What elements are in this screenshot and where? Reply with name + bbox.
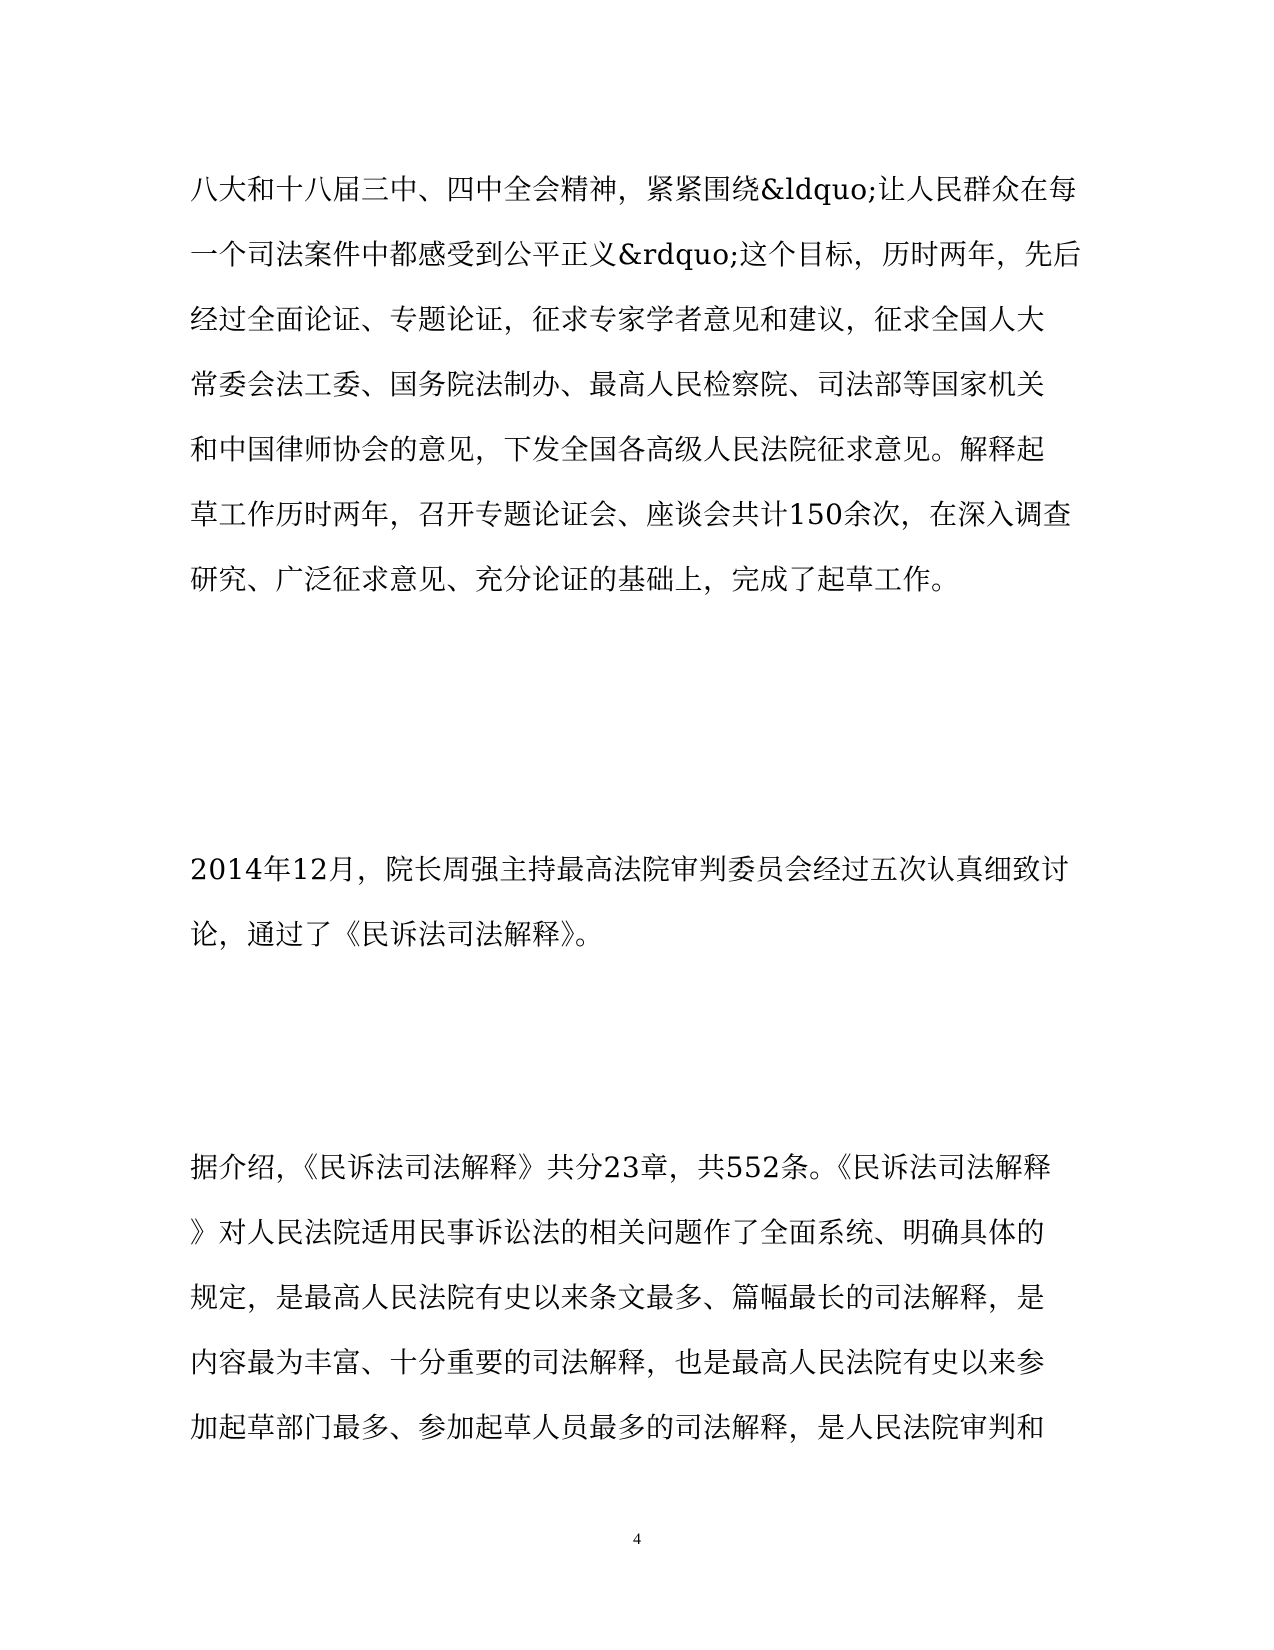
paragraph-adoption — [190, 837, 1090, 967]
paragraph-drafting-process — [190, 157, 1090, 612]
text-line: 八大和十八届三中、四中全会精神，紧紧围绕&ldquo;让人民群众在每 — [190, 173, 1078, 206]
text-line: 论，通过了《民诉法司法解释》。 — [190, 918, 604, 951]
text-line: 内容最为丰富、十分重要的司法解释，也是最高人民法院有史以来参 — [190, 1346, 1046, 1379]
text-line: 规定，是最高人民法院有史以来条文最多、篇幅最长的司法解释，是 — [190, 1281, 1046, 1314]
text-line: 加起草部门最多、参加起草人员最多的司法解释，是人民法院审判和 — [190, 1411, 1046, 1444]
text-line: 草工作历时两年，召开专题论证会、座谈会共计150余次，在深入调查 — [190, 498, 1072, 531]
text-line: 研究、广泛征求意见、充分论证的基础上，完成了起草工作。 — [190, 563, 960, 596]
text-line: 2014年12月，院长周强主持最高法院审判委员会经过五次认真细致讨 — [190, 853, 1070, 886]
page-number: 4 — [633, 1531, 641, 1548]
text-line: 和中国律师协会的意见，下发全国各高级人民法院征求意见。解释起 — [190, 433, 1046, 466]
paragraph-overview — [190, 1135, 1090, 1460]
text-line: 据介绍，《民诉法司法解释》共分23章，共552条。《民诉法司法解释 — [190, 1151, 1052, 1184]
text-line: 》对人民法院适用民事诉讼法的相关问题作了全面系统、明确具体的 — [190, 1216, 1046, 1249]
text-line: 一个司法案件中都感受到公平正义&rdquo;这个目标，历时两年，先后 — [190, 238, 1082, 271]
text-line: 经过全面论证、专题论证，征求专家学者意见和建议，征求全国人大 — [190, 303, 1046, 336]
text-line: 常委会法工委、国务院法制办、最高人民检察院、司法部等国家机关 — [190, 368, 1046, 401]
